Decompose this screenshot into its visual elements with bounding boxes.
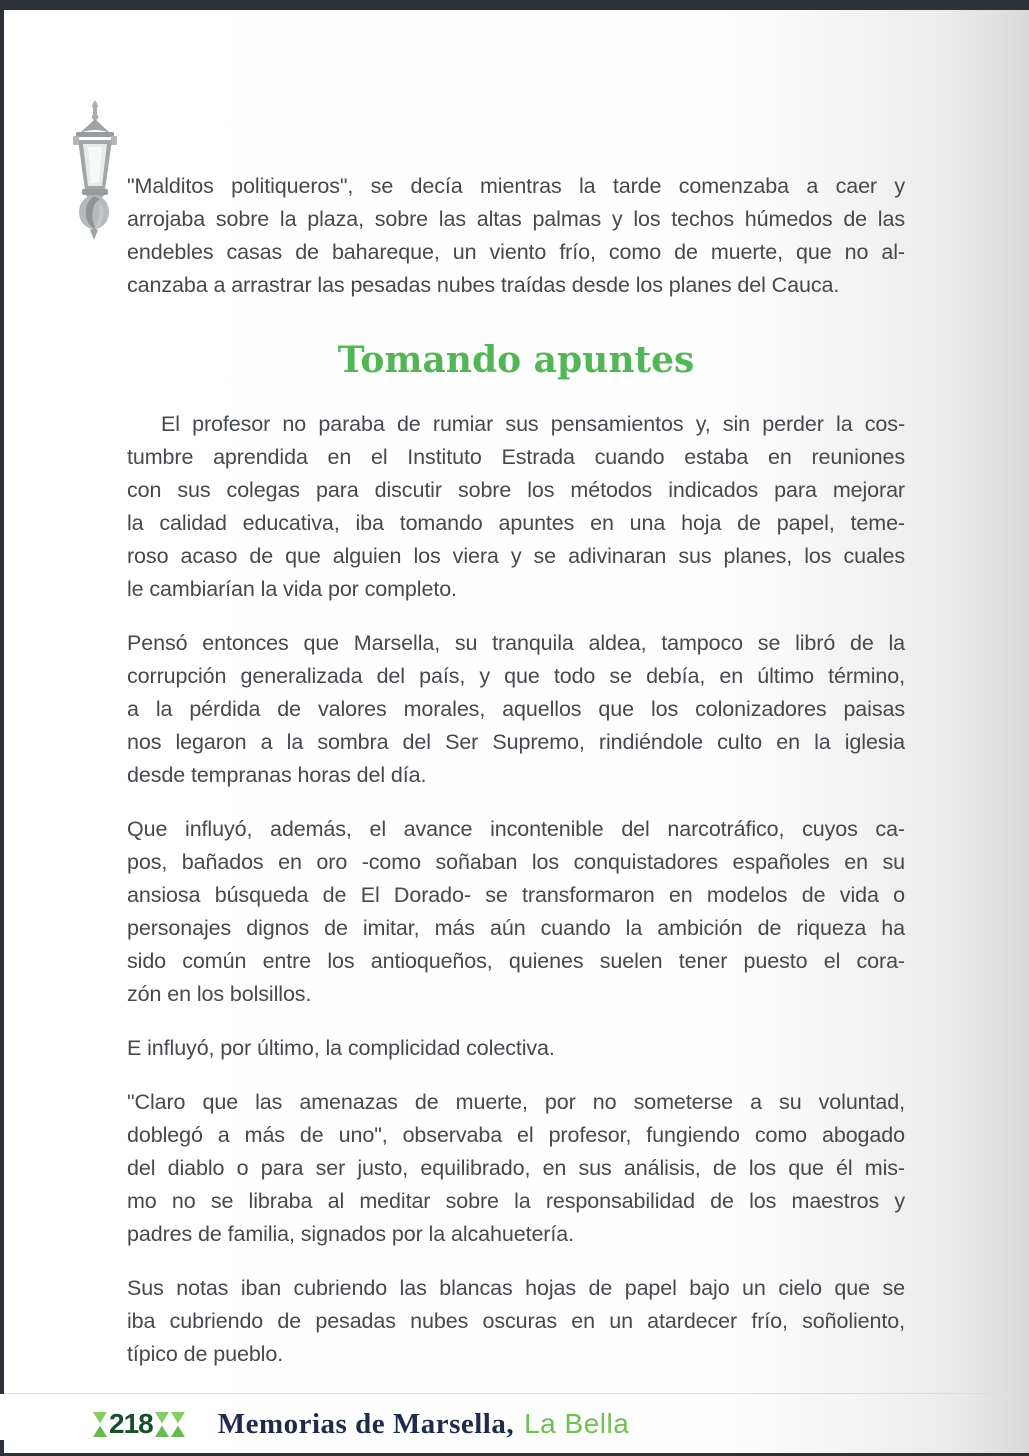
section-heading: Tomando apuntes [337, 339, 695, 381]
text-line: la calidad educativa, iba tomando apuntes en una hoja de papel, teme- [127, 511, 905, 535]
book-title: Memorias de Marsella, [217, 1407, 515, 1440]
text-line: desde tempranas horas del día. [127, 763, 427, 787]
text-line: mo no se libraba al meditar sobre la responsabilidad de los maestros y [127, 1189, 905, 1213]
hourglass-ornament-icon [155, 1412, 169, 1437]
paragraph [127, 170, 905, 302]
text-line: arrojaba sobre la plaza, sobre las altas palmas y los techos húmedos de las [127, 207, 905, 231]
text-line: nos legaron a la sombra del Ser Supremo, rindiéndole culto en la iglesia [127, 730, 905, 754]
text-line: ansiosa búsqueda de El Dorado- se transformaron en modelos de vida o [127, 883, 905, 907]
text-line: "Claro que las amenazas de muerte, por no someterse a su voluntad, [127, 1090, 905, 1114]
page-footer [92, 1402, 629, 1446]
text-line: pos, bañados en oro -como soñaban los conquistadores españoles en su [127, 850, 905, 874]
text-line: "Malditos politiqueros", se decía mientras la tarde comenzaba a caer y [127, 174, 905, 198]
body-paragraphs [127, 408, 905, 1392]
hourglass-ornament-icon [93, 1412, 107, 1437]
paragraph [127, 1032, 905, 1065]
text-line: canzaba a arrastrar las pesadas nubes traídas desde los planes del Cauca. [127, 273, 840, 297]
book-cover-edge-top [0, 0, 1029, 10]
text-line: tumbre aprendida en el Instituto Estrada cuando estaba en reuniones [127, 445, 905, 469]
paragraph [127, 1086, 905, 1251]
text-line: con sus colegas para discutir sobre los métodos indicados para mejorar [127, 478, 905, 502]
intro-paragraph [127, 170, 905, 323]
text-line: corrupción generalizada del país, y que todo se debía, en último término, [127, 664, 905, 688]
text-line: a la pérdida de valores morales, aquellos que los colonizadores paisas [127, 697, 905, 721]
paragraph [127, 408, 905, 606]
book-cover-edge-left [0, 0, 4, 1394]
text-line: zón en los bolsillos. [127, 982, 312, 1006]
footer-divider [4, 1393, 1029, 1394]
paragraph [127, 1272, 905, 1371]
text-line: Que influyó, además, el avance incontenible del narcotráfico, cuyos ca- [127, 817, 905, 841]
text-line: Sus notas iban cubriendo las blancas hojas de papel bajo un cielo que se [127, 1276, 905, 1300]
text-line: personajes dignos de imitar, más aún cuando la ambición de riqueza ha [127, 916, 905, 940]
text-line: El profesor no paraba de rumiar sus pensamientos y, sin perder la cos- [161, 412, 905, 436]
text-line: le cambiarían la vida por completo. [127, 577, 457, 601]
wall-lantern-icon [60, 100, 130, 240]
text-line: del diablo o para ser justo, equilibrado, en sus análisis, de los que él mis- [127, 1156, 905, 1180]
text-line: padres de familia, signados por la alcahuetería. [127, 1222, 574, 1246]
text-line: endebles casas de bahareque, un viento frío, como de muerte, que no al- [127, 240, 905, 264]
text-line: E influyó, por último, la complicidad colectiva. [127, 1036, 555, 1060]
text-line: roso acaso de que alguien los viera y se adivinaran sus planes, los cuales [127, 544, 905, 568]
page-number: 218 [109, 1408, 153, 1439]
text-line: sido común entre los antioqueños, quienes suelen tener puesto el cora- [127, 949, 905, 973]
book-subtitle: La Bella [524, 1408, 630, 1439]
text-line: iba cubriendo de pesadas nubes oscuras en un atardecer frío, soñoliento, [127, 1309, 905, 1333]
text-line: doblegó a más de uno", observaba el profesor, fungiendo como abogado [127, 1123, 905, 1147]
page-number-marker [92, 1408, 186, 1440]
paragraph [127, 813, 905, 1011]
hourglass-ornament-icon [171, 1412, 185, 1437]
text-line: típico de pueblo. [127, 1342, 284, 1366]
text-line: Pensó entonces que Marsella, su tranquila aldea, tampoco se libró de la [127, 631, 905, 655]
paragraph [127, 627, 905, 792]
